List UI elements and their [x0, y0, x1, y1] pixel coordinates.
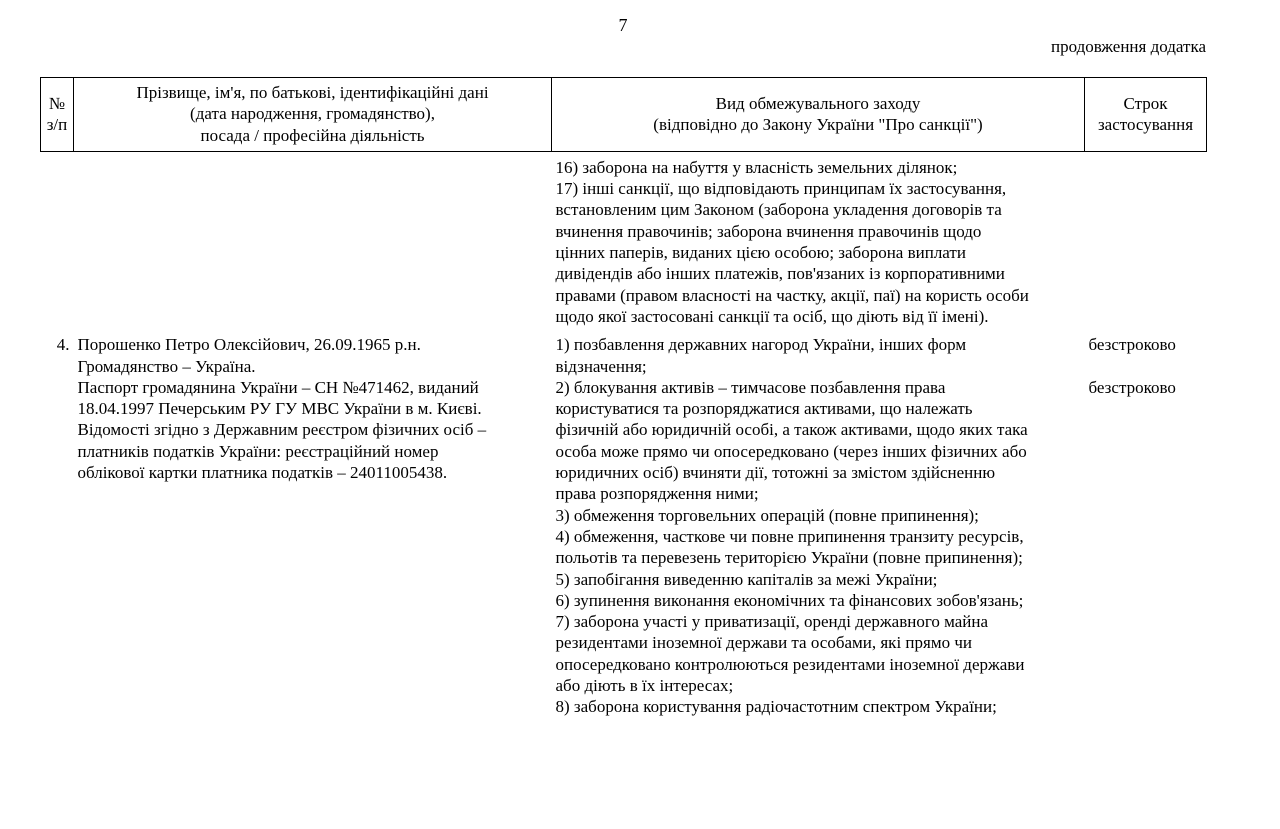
table-header-row [41, 78, 1207, 152]
cell-row-number: 4. [56, 335, 70, 355]
measure-line: 7) заборона участі у приватизації, оренді державного майна [555, 612, 989, 632]
table-row [41, 327, 1207, 717]
cell-person-empty [74, 151, 552, 327]
measure-line: вчинення правочинів; заборона вчинення правочинів щодо [555, 221, 982, 241]
table-row-continued [41, 151, 1207, 327]
header-measure [552, 78, 1085, 152]
header-term-line: Строк [1123, 93, 1168, 113]
cell-measures [552, 327, 1085, 717]
measure-line: 2) блокування активів – тимчасове позбавлення права [555, 377, 946, 397]
cell-number-empty [41, 151, 74, 327]
measure-line: опосередковано контролюються резидентами іноземної держави [555, 654, 1025, 674]
continuation-note: продовження додатка [1050, 37, 1206, 56]
measure-line: резидентами іноземної держави та особами, які прямо чи [555, 633, 972, 653]
cell-term-empty [1085, 151, 1207, 327]
measure-line: встановленим цим Законом (заборона укладення договорів та [555, 200, 1002, 220]
measure-line: або діють в їх інтересах; [555, 676, 734, 696]
measure-line: дивідендів або інших платежів, пов'язаних із корпоративними [555, 264, 1005, 284]
header-term [1085, 78, 1207, 152]
header-number [41, 78, 74, 152]
person-line: Відомості згідно з Державним реєстром фізичних осіб – [77, 420, 487, 440]
measure-line: цінних паперів, виданих цією особою; заборона виплати [555, 243, 966, 263]
header-measure-line: (відповідно до Закону України "Про санкції") [653, 114, 983, 134]
cell-person-details [74, 327, 552, 717]
measure-line: відзначення; [555, 356, 647, 376]
measure-line: 6) зупинення виконання економічних та фінансових зобов'язань; [555, 590, 1024, 610]
measure-line: фізичній або юридичній особі, а також активами, щодо яких така [555, 420, 1028, 440]
measure-line: польотів та перевезень територією України (повне припинення); [555, 548, 1023, 568]
measure-line: правами (правом власності на частку, акції, паї) на користь особи [555, 285, 1029, 305]
term-value: безстроково [1088, 377, 1176, 397]
sanctions-table [40, 77, 1207, 718]
measure-line: 8) заборона користування радіочастотним спектром України; [555, 697, 997, 717]
term-spacer [1089, 356, 1203, 377]
person-line: Громадянство – Україна. [77, 356, 256, 376]
header-person-line: посада / професійна діяльність [200, 125, 425, 145]
header-term-line: застосування [1097, 114, 1194, 134]
person-line: облікової картки платника податків – 24011005438. [77, 463, 448, 483]
person-line: Порошенко Петро Олексійович, 26.09.1965 р.н. [77, 335, 421, 355]
person-line: Паспорт громадянина України – СН №471462, виданий [77, 377, 479, 397]
measure-line: особа може прямо чи опосередковано (через інших фізичних або [555, 441, 1027, 461]
header-number-line: № [48, 93, 66, 113]
cell-terms [1085, 327, 1207, 717]
header-measure-line: Вид обмежувального заходу [715, 93, 921, 113]
measure-line: щодо якої застосовані санкції та осіб, що діють від її імені). [555, 306, 989, 326]
person-line: 18.04.1997 Печерським РУ ГУ МВС України в м. Києві. [77, 399, 482, 419]
measure-line: 3) обмеження торговельних операцій (повне припинення); [555, 505, 979, 525]
measure-line: 1) позбавлення державних нагород України, інших форм [555, 335, 967, 355]
measure-line: 4) обмеження, часткове чи повне припинення транзиту ресурсів, [555, 526, 1024, 546]
header-number-line: з/п [46, 114, 68, 134]
measure-line: права розпорядження ними; [555, 484, 759, 504]
measure-line: юридичних осіб) вчиняти дії, тотожні за змістом здійсненню [555, 463, 996, 483]
measure-line: 17) інші санкції, що відповідають принципам їх застосування, [555, 179, 1007, 199]
header-person [74, 78, 552, 152]
term-value: безстроково [1088, 335, 1176, 355]
header-person-line: (дата народження, громадянство), [190, 104, 435, 124]
cell-carryover-measures [552, 151, 1085, 327]
page-number: 7 [618, 15, 628, 35]
measure-line: користуватися та розпоряджатися активами, що належать [555, 399, 973, 419]
person-line: платників податків України: реєстраційний номер [77, 441, 439, 461]
header-person-line: Прізвище, ім'я, по батькові, ідентифікаційні дані [136, 83, 489, 102]
measure-line: 5) запобігання виведенню капіталів за межі України; [555, 569, 938, 589]
measure-line: 16) заборона на набуття у власність земельних ділянок; [555, 157, 958, 177]
